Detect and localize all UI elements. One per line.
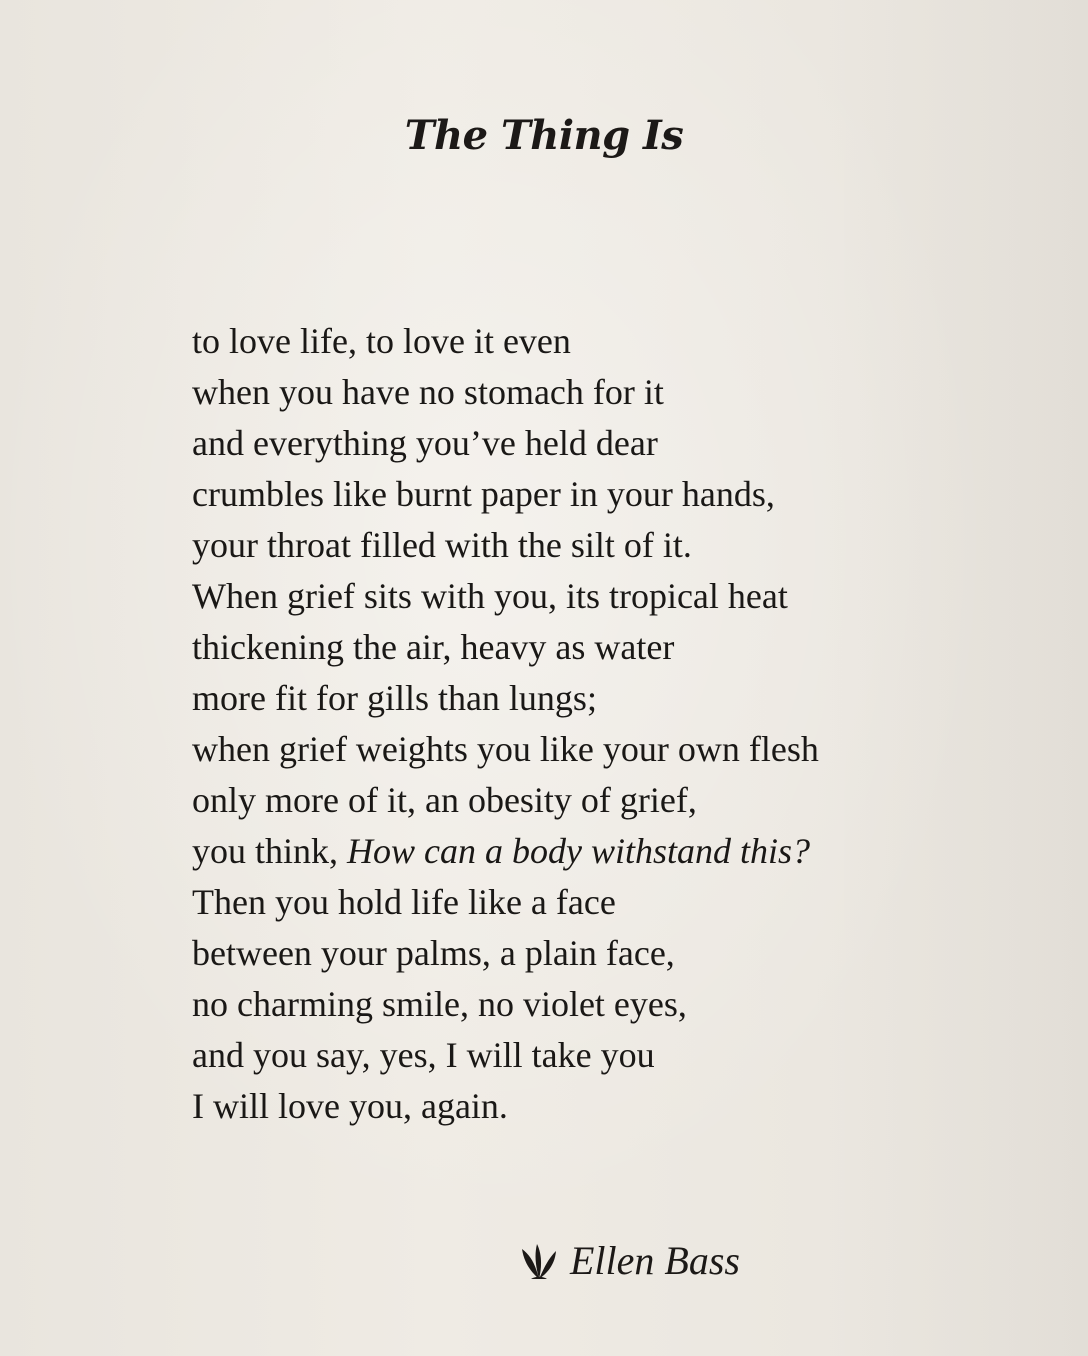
poem-line-5: your throat filled with the silt of it.	[192, 525, 692, 565]
poem-line-11: you think, How can a body withstand this?	[192, 831, 811, 871]
poem-line-7: thickening the air, heavy as water	[192, 627, 675, 667]
poem-line-15: and you say, yes, I will take you	[192, 1035, 655, 1075]
poem-line-2: when you have no stomach for it	[192, 372, 664, 412]
poem-line-16: I will love you, again.	[192, 1086, 508, 1126]
poem-line-10: only more of it, an obesity of grief,	[192, 780, 697, 820]
poem-line-9: when grief weights you like your own flesh	[192, 729, 819, 769]
poem-line-11-italic: How can a body withstand this?	[347, 831, 811, 871]
poem-line-8: more fit for gills than lungs;	[192, 678, 597, 718]
poem-line-3: and everything you’ve held dear	[192, 423, 658, 463]
poem-line-12: Then you hold life like a face	[192, 882, 616, 922]
author-signature	[520, 1233, 740, 1289]
poem-line-13: between your palms, a plain face,	[192, 933, 675, 973]
lotus-leaf-icon	[520, 1241, 558, 1281]
author-name: Ellen Bass	[570, 1238, 740, 1283]
poem-stanza	[192, 316, 1052, 1132]
poem-line-14: no charming smile, no violet eyes,	[192, 984, 687, 1024]
poem-line-4: crumbles like burnt paper in your hands,	[192, 474, 775, 514]
poem-line-6: When grief sits with you, its tropical heat	[192, 576, 788, 616]
poem-line-1: to love life, to love it even	[192, 321, 571, 361]
poem-title: The Thing Is	[404, 112, 684, 159]
